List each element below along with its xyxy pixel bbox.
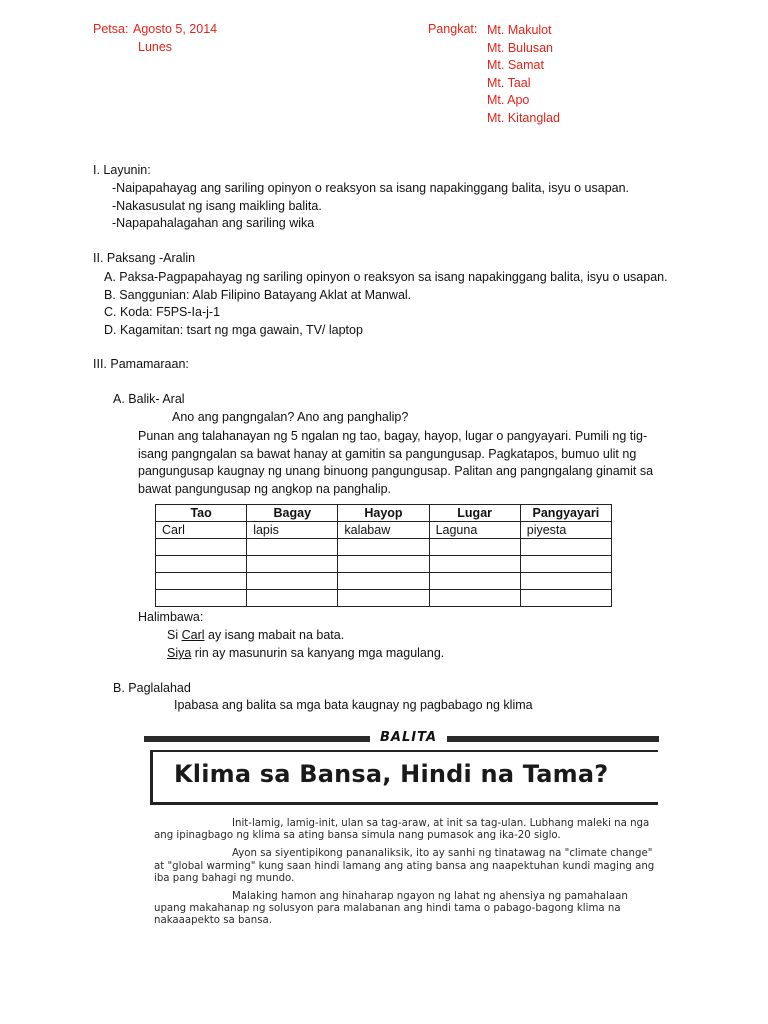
title-box-edge	[150, 752, 153, 802]
table-cell: lapis	[247, 522, 338, 539]
instruction-line: isang pangngalan sa bawat hanay at gamitin sa pangungusap. Pagkatapos, bumuo ulit ng	[138, 446, 637, 461]
column-header-lugar: Lugar	[429, 505, 520, 522]
table-row	[156, 539, 612, 556]
table-header-row	[156, 505, 612, 522]
news-tag: BALITA	[370, 730, 447, 745]
table-cell	[520, 539, 611, 556]
news-body	[154, 818, 659, 934]
table-cell	[247, 573, 338, 590]
example-noun: Carl	[181, 628, 205, 642]
news-paragraph: Ayon sa siyentipikong pananaliksik, ito ay sanhi ng tinatawag na "climate change" at "global warming" kung saan hindi lamang ang ating bansa ang naapektuhan kundi maging ang iba pang bahagi ng mundo.	[154, 848, 655, 884]
table-row	[156, 590, 612, 607]
instruction-line: pangungusap kaugnay ng unang binuong pangungusap. Palitan ang pangngalang ginamit sa	[138, 464, 654, 478]
paglalahad-text: Ipabasa ang balita sa mga bata kaugnay ng pagbabago ng klima	[174, 698, 533, 712]
example-text: ay isang mabait na bata.	[204, 628, 345, 642]
table-cell	[429, 573, 520, 590]
table-cell	[247, 539, 338, 556]
paksang-aralin-heading: II. Paksang -Aralin	[93, 251, 196, 265]
table-cell: kalabaw	[338, 522, 429, 539]
table-row	[156, 522, 612, 539]
paksang-aralin-item: A. Paksa-Pagpapahayag ng sariling opinyon o reaksyon sa isang napakinggang balita, isyu o usapan.	[104, 270, 668, 284]
pangkat-item: Mt. Makulot	[487, 23, 552, 37]
column-header-tao: Tao	[156, 505, 247, 522]
paglalahad-heading: B. Paglalahad	[113, 681, 191, 695]
table-cell	[247, 556, 338, 573]
table-cell	[247, 590, 338, 607]
pangkat-item: Mt. Bulusan	[487, 40, 554, 55]
paksang-aralin-item: C. Koda: F5PS-Ia-j-1	[104, 305, 221, 319]
table-cell	[429, 590, 520, 607]
pangkat-item: Mt. Taal	[487, 75, 531, 90]
instruction-line: Punan ang talahanayan ng 5 ngalan ng tao, bagay, hayop, lugar o pangyayari. Pumili ng tig-	[138, 429, 648, 443]
table-cell	[520, 590, 611, 607]
table-cell	[338, 556, 429, 573]
news-clipping	[138, 728, 662, 958]
column-header-hayop: Hayop	[338, 505, 429, 522]
table-cell	[156, 556, 247, 573]
layunin-heading: I. Layunin:	[93, 163, 151, 177]
table-cell	[156, 573, 247, 590]
news-title: Klima sa Bansa, Hindi na Tama?	[174, 760, 609, 788]
table-cell	[156, 539, 247, 556]
news-title-box	[150, 750, 658, 805]
table-row	[156, 573, 612, 590]
pangkat-item: Mt. Apo	[487, 93, 530, 107]
pangkat-item: Mt. Kitanglad	[487, 110, 560, 125]
balik-aral-heading: A. Balik- Aral	[113, 392, 185, 406]
table-cell	[429, 539, 520, 556]
table-cell: piyesta	[520, 522, 611, 539]
table-cell	[520, 573, 611, 590]
table-cell: Carl	[156, 522, 247, 539]
table-cell	[520, 556, 611, 573]
example-text: rin ay masunurin sa kanyang mga magulang.	[191, 646, 445, 660]
pangkat-label: Pangkat:	[428, 22, 478, 36]
instruction-line: bawat pangungusap ng angkop na panghalip.	[138, 481, 391, 496]
halimbawa-label: Halimbawa:	[138, 610, 204, 624]
pangkat-item: Mt. Samat	[487, 58, 544, 72]
paksang-aralin-item: B. Sanggunian: Alab Filipino Batayang Aklat at Manwal.	[104, 287, 412, 302]
petsa-label: Petsa:	[93, 22, 129, 36]
balik-aral-question: Ano ang pangngalan? Ano ang panghalip?	[172, 410, 409, 424]
table-cell	[156, 590, 247, 607]
table-row	[156, 556, 612, 573]
table-cell	[338, 573, 429, 590]
news-paragraph: Malaking hamon ang hinaharap ngayon ng lahat ng ahensiya ng pamahalaan upang makahanap ng solusyon para malabanan ang hindi tama o pabago-bagong klima na nakaaapekto sa bansa.	[154, 891, 628, 927]
petsa-value: Agosto 5, 2014	[133, 22, 218, 36]
table-cell	[429, 556, 520, 573]
table-cell: Laguna	[429, 522, 520, 539]
day-label: Lunes	[138, 40, 173, 54]
example-sentence-1	[167, 628, 344, 642]
table-cell	[338, 539, 429, 556]
table-cell	[338, 590, 429, 607]
layunin-item: -Naipapahayag ang sariling opinyon o reaksyon sa isang napakinggang balita, isyu o usapan.	[112, 181, 630, 195]
example-text: Si	[167, 628, 182, 642]
balik-aral-instructions	[138, 428, 653, 498]
news-paragraph: Init-lamig, lamig-init, ulan sa tag-araw, at init sa tag-ulan. Lubhang maleki na nga ang ipinagbago ng klima sa ating bansa simula nang pumasok ang ika-20 siglo.	[154, 818, 650, 842]
pamamaraan-heading: III. Pamamaraan:	[93, 357, 189, 371]
example-pronoun: Siya	[167, 646, 192, 660]
paksang-aralin-item: D. Kagamitan: tsart ng mga gawain, TV/ laptop	[104, 322, 363, 337]
pangkat-list	[487, 22, 560, 127]
pangngalan-table	[155, 504, 612, 607]
example-sentence-2	[167, 646, 444, 660]
paksang-aralin-list	[104, 269, 668, 339]
layunin-item: -Nakasusulat ng isang maikling balita.	[112, 198, 322, 213]
column-header-bagay: Bagay	[247, 505, 338, 522]
layunin-list	[112, 180, 629, 233]
column-header-pangyayari: Pangyayari	[520, 505, 611, 522]
layunin-item: -Napapahalagahan ang sariling wika	[112, 216, 315, 230]
